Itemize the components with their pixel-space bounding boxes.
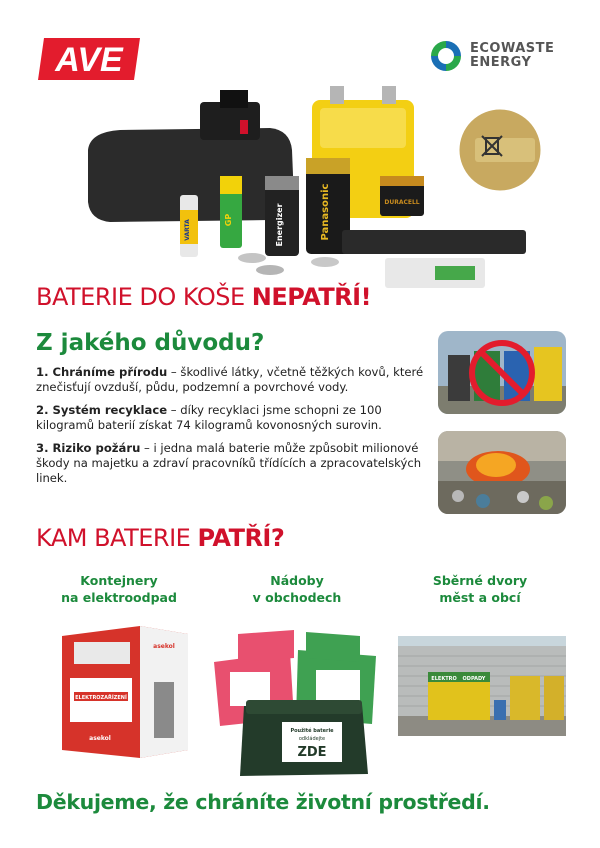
hero-batteries-image — [80, 80, 550, 300]
reason-title: 1. Chráníme přírodu — [36, 365, 168, 379]
collection-yard-image — [398, 636, 566, 736]
svg-text:Použité baterie: Použité baterie — [290, 728, 334, 734]
column-title-line: Nádoby — [270, 573, 324, 588]
headline — [36, 283, 371, 311]
column-title-containers — [34, 572, 204, 606]
reason-item — [36, 403, 426, 433]
svg-text:Energizer: Energizer — [275, 203, 284, 247]
ecowaste-logo — [428, 36, 578, 76]
svg-text:GP: GP — [224, 213, 233, 227]
ecowaste-swirl-icon — [428, 38, 464, 74]
column-title-line: v obchodech — [252, 590, 342, 605]
svg-text:VARTA: VARTA — [184, 219, 191, 241]
ecowaste-line-1: ECOWASTE — [470, 41, 555, 56]
reason-title: 3. Riziko požáru — [36, 441, 141, 455]
column-title-stores — [212, 572, 382, 606]
svg-text:odkládejte: odkládejte — [298, 736, 326, 742]
column-title-yards — [395, 572, 565, 606]
column-title-line: měst a obcí — [439, 590, 521, 605]
reasons-list — [36, 365, 426, 494]
reason-text: – i jedna malá baterie může způsobit milionové škody na majetku a zdraví pracovníků třídících a zpracovatelských linek. — [36, 441, 422, 485]
where-bold: PATŘÍ? — [197, 524, 285, 552]
svg-text:asekol: asekol — [89, 735, 111, 742]
why-heading: Z jakého důvodu? — [36, 330, 265, 356]
no-bins-photo — [438, 331, 566, 414]
where-normal: KAM BATERIE — [36, 524, 198, 552]
svg-text:DURACELL: DURACELL — [384, 199, 420, 206]
reason-text: – škodlivé látky, včetně těžkých kovů, které znečisťují ovzduší, půdu, podzemní a povrchové vody. — [36, 365, 424, 394]
thanks-message: Děkujeme, že chráníte životní prostředí. — [36, 790, 490, 814]
column-title-line: na elektroodpad — [61, 590, 177, 605]
ewaste-container-image — [60, 622, 190, 760]
headline-bold: NEPATŘÍ! — [251, 283, 372, 311]
reason-item — [36, 365, 426, 395]
reason-title: 2. Systém recyklace — [36, 403, 168, 417]
column-title-line: Kontejnery — [80, 573, 158, 588]
where-heading — [36, 524, 284, 552]
headline-normal: BATERIE DO KOŠE — [36, 283, 252, 311]
svg-text:ODPADY: ODPADY — [462, 676, 486, 682]
svg-text:ELEKTRO: ELEKTRO — [431, 676, 457, 682]
reason-text: – díky recyklaci jsme schopni ze 100 kilogramů baterií získat 74 kilogramů kovonosných surovin. — [36, 403, 382, 432]
reason-item — [36, 441, 426, 486]
column-title-line: Sběrné dvory — [432, 573, 528, 588]
svg-text:ZDE: ZDE — [297, 745, 327, 760]
fire-photo — [438, 431, 566, 514]
svg-text:AVE: AVE — [55, 41, 123, 79]
ave-logo — [36, 32, 144, 86]
store-boxes-image — [210, 628, 382, 778]
ecowaste-line-2: ENERGY — [470, 55, 532, 70]
svg-text:asekol: asekol — [153, 643, 175, 650]
svg-text:ELEKTROZAŘÍZENÍ: ELEKTROZAŘÍZENÍ — [75, 695, 127, 701]
svg-text:Panasonic: Panasonic — [320, 183, 331, 241]
